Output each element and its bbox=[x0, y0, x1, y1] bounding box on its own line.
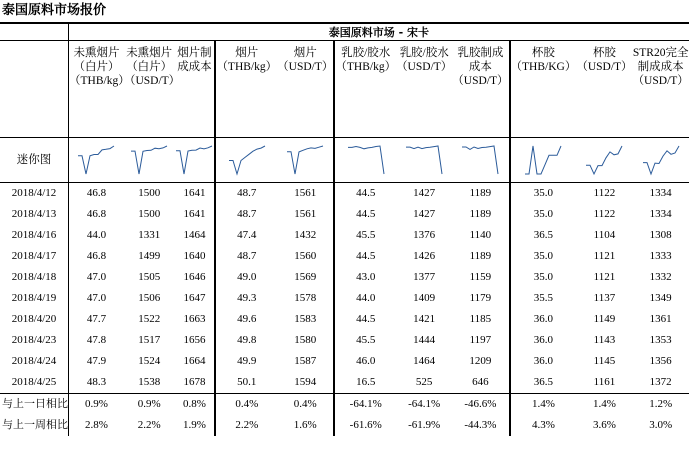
table-cell: 1122 bbox=[593, 208, 616, 220]
sparkline-line bbox=[78, 146, 114, 174]
comparison-cell: 2.8% bbox=[69, 415, 124, 436]
comparison-cell: -64.1% bbox=[408, 398, 441, 410]
table-cell: 48.3 bbox=[69, 372, 124, 394]
comparison-cell: 1.6% bbox=[293, 419, 317, 431]
comparison-cell: 0.4% bbox=[215, 394, 277, 416]
comparison-cell: 0.9% bbox=[137, 398, 161, 410]
row-date: 2018/4/25 bbox=[0, 372, 69, 394]
comparison-cell: -46.6% bbox=[464, 398, 497, 410]
table-cell: 1561 bbox=[294, 187, 317, 199]
table-cell: 1331 bbox=[138, 229, 161, 241]
table-cell: 35.0 bbox=[510, 246, 577, 267]
sparkline bbox=[346, 144, 386, 176]
comparison-cell: 1.9% bbox=[182, 419, 206, 431]
comparison-cell: 0.9% bbox=[69, 394, 124, 416]
table-cell: 1349 bbox=[649, 292, 672, 304]
sparkline-cell bbox=[510, 138, 577, 183]
table-cell: 46.0 bbox=[334, 351, 396, 372]
sparkline bbox=[641, 144, 681, 176]
comparison-label: 与上一周相比 bbox=[2, 419, 68, 431]
table-cell: 1308 bbox=[649, 229, 672, 241]
column-header: 烟片（THB/kg） bbox=[215, 41, 277, 138]
table-cell: 1578 bbox=[294, 292, 317, 304]
table-cell: 1189 bbox=[469, 250, 492, 262]
table-cell: 1569 bbox=[294, 271, 317, 283]
sparkline bbox=[129, 144, 169, 176]
table-cell: 1143 bbox=[593, 334, 616, 346]
table-cell: 47.0 bbox=[69, 288, 124, 309]
table-cell: 1647 bbox=[183, 292, 206, 304]
table-cell: 35.0 bbox=[510, 204, 577, 225]
table-row bbox=[0, 246, 689, 267]
table-cell: 1580 bbox=[294, 334, 317, 346]
comparison-cell: 3.6% bbox=[592, 419, 616, 431]
table-cell: 43.0 bbox=[334, 267, 396, 288]
table-cell: 1505 bbox=[138, 271, 161, 283]
table-row bbox=[0, 351, 689, 372]
row-date: 2018/4/18 bbox=[11, 271, 57, 283]
table-cell: 1104 bbox=[593, 229, 616, 241]
table-cell: 1421 bbox=[413, 313, 436, 325]
sparkline-label: 迷你图 bbox=[0, 138, 69, 183]
table-cell: 1641 bbox=[183, 187, 206, 199]
table-cell: 50.1 bbox=[215, 372, 277, 394]
table-cell: 48.7 bbox=[215, 183, 277, 205]
table-cell: 1427 bbox=[413, 187, 436, 199]
column-header: 杯胶（THB/KG） bbox=[510, 41, 577, 138]
comparison-cell: 1.4% bbox=[592, 398, 616, 410]
table-cell: 47.9 bbox=[69, 351, 124, 372]
table-row bbox=[0, 225, 689, 246]
table-cell: 1372 bbox=[633, 372, 689, 394]
column-header: 乳胶/胶水（THB/kg） bbox=[334, 41, 396, 138]
table-cell: 44.5 bbox=[334, 246, 396, 267]
comparison-cell: -61.6% bbox=[334, 415, 396, 436]
table-cell: 1122 bbox=[593, 187, 616, 199]
column-header: STR20完全制成成本（USD/T） bbox=[633, 41, 689, 138]
row-date: 2018/4/20 bbox=[11, 313, 57, 325]
sparkline-cell bbox=[396, 138, 452, 183]
sparkline-cell bbox=[174, 138, 215, 183]
table-cell: 1646 bbox=[183, 271, 206, 283]
sparkline-cell bbox=[277, 138, 334, 183]
table-cell: 1464 bbox=[183, 229, 206, 241]
comparison-cell: 2.2% bbox=[215, 415, 277, 436]
sparkline-cell bbox=[576, 138, 632, 183]
sparkline-cell bbox=[334, 138, 396, 183]
comparison-cell: -64.1% bbox=[334, 394, 396, 416]
table-cell: 1444 bbox=[413, 334, 436, 346]
table-cell: 1594 bbox=[277, 372, 334, 394]
row-date: 2018/4/13 bbox=[11, 208, 57, 220]
sparkline-line bbox=[525, 146, 561, 174]
table-row bbox=[0, 372, 689, 394]
table-row bbox=[0, 204, 689, 225]
table-cell: 1500 bbox=[138, 187, 161, 199]
table-row bbox=[0, 330, 689, 351]
table-cell: 1179 bbox=[469, 292, 492, 304]
table-cell: 1353 bbox=[649, 334, 672, 346]
table-row bbox=[0, 183, 689, 205]
table-cell: 1189 bbox=[469, 187, 492, 199]
comparison-cell: 1.4% bbox=[510, 394, 577, 416]
table-cell: 16.5 bbox=[334, 372, 396, 394]
table-cell: 1121 bbox=[593, 250, 616, 262]
table-cell: 1524 bbox=[138, 355, 161, 367]
table-cell: 1145 bbox=[593, 355, 616, 367]
row-date: 2018/4/19 bbox=[11, 292, 57, 304]
table-cell: 35.0 bbox=[510, 183, 577, 205]
table-row bbox=[0, 288, 689, 309]
table-cell: 44.0 bbox=[334, 288, 396, 309]
comparison-cell: 0.4% bbox=[293, 398, 317, 410]
header-corner bbox=[0, 41, 69, 138]
table-cell: 1517 bbox=[138, 334, 161, 346]
table-cell: 1209 bbox=[469, 355, 492, 367]
sparkline bbox=[404, 144, 444, 176]
sparkline bbox=[584, 144, 624, 176]
table-cell: 1332 bbox=[649, 271, 672, 283]
table-cell: 36.0 bbox=[510, 351, 577, 372]
table-cell: 1149 bbox=[593, 313, 616, 325]
table-cell: 47.7 bbox=[69, 309, 124, 330]
table-cell: 47.0 bbox=[69, 267, 124, 288]
comparison-label: 与上一日相比 bbox=[2, 398, 68, 410]
table-cell: 46.8 bbox=[69, 204, 124, 225]
comparison-cell: 2.2% bbox=[137, 419, 161, 431]
sparkline-line bbox=[287, 146, 323, 174]
sparkline-cell bbox=[215, 138, 277, 183]
row-date: 2018/4/23 bbox=[11, 334, 57, 346]
row-date: 2018/4/16 bbox=[11, 229, 57, 241]
table-cell: 1121 bbox=[593, 271, 616, 283]
table-cell: 1334 bbox=[649, 208, 672, 220]
comparison-cell: 0.8% bbox=[182, 398, 206, 410]
table-cell: 1361 bbox=[649, 313, 672, 325]
table-cell: 1641 bbox=[183, 208, 206, 220]
table-row bbox=[0, 309, 689, 330]
table-cell: 49.9 bbox=[215, 351, 277, 372]
column-header: 未熏烟片（白片）（THB/kg） bbox=[69, 41, 124, 138]
table-cell: 44.5 bbox=[334, 309, 396, 330]
table-cell: 46.8 bbox=[69, 246, 124, 267]
comparison-row bbox=[0, 415, 689, 436]
table-cell: 45.5 bbox=[334, 330, 396, 351]
column-header: 乳胶/胶水（USD/T） bbox=[396, 41, 452, 138]
column-header: 烟片（USD/T） bbox=[277, 41, 334, 138]
table-cell: 48.7 bbox=[215, 204, 277, 225]
table-cell: 1356 bbox=[649, 355, 672, 367]
table-cell: 1663 bbox=[183, 313, 206, 325]
table-cell: 1656 bbox=[183, 334, 206, 346]
table-row bbox=[0, 267, 689, 288]
row-date: 2018/4/12 bbox=[11, 187, 57, 199]
sparkline-cell bbox=[124, 138, 174, 183]
table-cell: 1376 bbox=[413, 229, 436, 241]
column-header: 杯胶（USD/T） bbox=[576, 41, 632, 138]
sparkline-line bbox=[462, 146, 498, 174]
sparkline-line bbox=[229, 146, 265, 174]
table-cell: 525 bbox=[396, 372, 452, 394]
corner-cell bbox=[0, 23, 69, 41]
table-cell: 1538 bbox=[124, 372, 174, 394]
table-cell: 36.5 bbox=[510, 372, 577, 394]
table-cell: 49.0 bbox=[215, 267, 277, 288]
sparkline bbox=[523, 144, 563, 176]
table-cell: 1640 bbox=[183, 250, 206, 262]
comparison-cell: -61.9% bbox=[408, 419, 441, 431]
sparkline-line bbox=[643, 146, 679, 174]
table-cell: 47.8 bbox=[69, 330, 124, 351]
table-cell: 1587 bbox=[294, 355, 317, 367]
column-header: 未熏烟片（白片）（USD/T） bbox=[124, 41, 174, 138]
table-cell: 1506 bbox=[138, 292, 161, 304]
table-cell: 44.0 bbox=[69, 225, 124, 246]
row-date: 2018/4/17 bbox=[11, 250, 57, 262]
table-cell: 35.5 bbox=[510, 288, 577, 309]
table-cell: 1560 bbox=[294, 250, 317, 262]
table-cell: 45.5 bbox=[334, 225, 396, 246]
table-cell: 1333 bbox=[649, 250, 672, 262]
sparkline bbox=[76, 144, 116, 176]
table-cell: 49.6 bbox=[215, 309, 277, 330]
table-cell: 1583 bbox=[294, 313, 317, 325]
table-cell: 1377 bbox=[413, 271, 436, 283]
table-cell: 1426 bbox=[413, 250, 436, 262]
table-cell: 46.8 bbox=[69, 183, 124, 205]
table-cell: 36.5 bbox=[510, 225, 577, 246]
table-cell: 1140 bbox=[469, 229, 492, 241]
comparison-cell: 1.2% bbox=[649, 398, 673, 410]
sparkline-cell bbox=[452, 138, 509, 183]
sparkline-line bbox=[586, 146, 622, 174]
table-cell: 646 bbox=[452, 372, 509, 394]
table-cell: 1500 bbox=[138, 208, 161, 220]
table-cell: 36.0 bbox=[510, 330, 577, 351]
table-cell: 1159 bbox=[469, 271, 492, 283]
sparkline-cell bbox=[633, 138, 689, 183]
table-cell: 1334 bbox=[649, 187, 672, 199]
row-date: 2018/4/24 bbox=[11, 355, 57, 367]
table-cell: 1464 bbox=[413, 355, 436, 367]
sparkline bbox=[227, 144, 267, 176]
table-cell: 48.7 bbox=[215, 246, 277, 267]
sparkline bbox=[460, 144, 500, 176]
table-cell: 44.5 bbox=[334, 204, 396, 225]
table-cell: 36.0 bbox=[510, 309, 577, 330]
sparkline-line bbox=[131, 146, 167, 174]
price-table bbox=[0, 22, 689, 436]
table-cell: 1561 bbox=[294, 208, 317, 220]
table-cell: 35.0 bbox=[510, 267, 577, 288]
column-header: 烟片制成成本 bbox=[174, 41, 215, 138]
table-cell: 49.8 bbox=[215, 330, 277, 351]
table-cell: 1161 bbox=[576, 372, 632, 394]
page-title: 泰国原料市场报价 bbox=[2, 3, 107, 18]
table-cell: 1409 bbox=[413, 292, 436, 304]
sparkline-cell bbox=[69, 138, 124, 183]
table-cell: 44.5 bbox=[334, 183, 396, 205]
sparkline-line bbox=[176, 146, 212, 174]
table-cell: 47.4 bbox=[215, 225, 277, 246]
comparison-cell: 4.3% bbox=[510, 415, 577, 436]
sparkline bbox=[285, 144, 325, 176]
sparkline bbox=[174, 144, 214, 176]
market-title: 泰国原料市场 - 宋卡 bbox=[69, 23, 689, 41]
table-cell: 1137 bbox=[593, 292, 616, 304]
comparison-cell: -44.3% bbox=[464, 419, 497, 431]
table-cell: 1522 bbox=[138, 313, 161, 325]
sparkline-line bbox=[406, 146, 442, 174]
table-cell: 1664 bbox=[183, 355, 206, 367]
table-cell: 1185 bbox=[469, 313, 492, 325]
comparison-row bbox=[0, 394, 689, 416]
table-cell: 1678 bbox=[174, 372, 215, 394]
table-cell: 1432 bbox=[294, 229, 317, 241]
table-cell: 1197 bbox=[469, 334, 492, 346]
sparkline-line bbox=[348, 146, 384, 174]
table-cell: 49.3 bbox=[215, 288, 277, 309]
column-header: 乳胶制成成本（USD/T） bbox=[452, 41, 509, 138]
table-cell: 1499 bbox=[138, 250, 161, 262]
table-cell: 1189 bbox=[469, 208, 492, 220]
comparison-cell: 3.0% bbox=[649, 419, 673, 431]
table-cell: 1427 bbox=[413, 208, 436, 220]
